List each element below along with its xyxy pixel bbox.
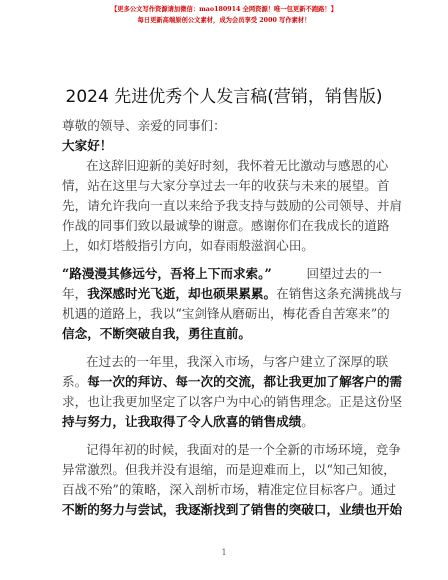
text-span: 系。 bbox=[62, 374, 88, 389]
paragraph-line bbox=[62, 266, 382, 282]
paragraph-line: 信念，不断突破自我，勇往直前。 bbox=[62, 326, 251, 341]
bold-span: 我深感时光飞逝，却也硕果累累。 bbox=[87, 286, 277, 301]
promo-banner bbox=[0, 4, 448, 26]
paragraph-line: 机遇的道路上，我以“宝剑锋从磨砺出，梅花香自苦寒来”的 bbox=[62, 306, 390, 321]
text-span: 年， bbox=[62, 286, 88, 301]
text-span: 在销售这条充满挑战与 bbox=[276, 286, 403, 301]
salutation-text: 尊敬的领导、亲爱的同事们： bbox=[62, 118, 226, 133]
paragraph-line bbox=[62, 414, 314, 430]
paragraph-line: 异常激烈。但我并没有退缩，而是迎难而上，以“知己知彼， bbox=[62, 462, 396, 477]
promo-line-1: 【更多公文写作资源请加微信：mao180914 全网资源！唯一包更新不跑路！】 bbox=[110, 6, 338, 13]
paragraph-line: 在过去的一年里，我深入市场，与客户建立了深厚的联 bbox=[86, 354, 389, 369]
paragraph-line bbox=[62, 286, 403, 302]
bold-span: 每一次的拜访、每一次的交流，都让我更加了解客户的需 bbox=[87, 374, 403, 389]
text-span: 回望过去的一 bbox=[306, 266, 382, 281]
paragraph-line: 在这辞旧迎新的美好时刻，我怀着无比激动与感恩的心 bbox=[86, 158, 389, 173]
paragraph-line bbox=[62, 374, 403, 390]
paragraph-line: 百战不殆”的策略，深入剖析市场，精准定位目标客户。通过 bbox=[62, 482, 396, 497]
page-number: 1 bbox=[221, 548, 227, 557]
promo-line-2: 每日更新高端原创公文素材，成为会员享受 2000 写作素材！ bbox=[137, 17, 311, 24]
paragraph-line: 记得年初的时候，我面对的是一个全新的市场环境，竞争 bbox=[86, 442, 401, 457]
paragraph-line: 作战的同事们致以最诚挚的谢意。感谢你们在我成长的道路 bbox=[62, 218, 390, 233]
bold-span: 持与努力，让我取得了令人欣喜的销售成绩 bbox=[62, 414, 302, 429]
paragraph-line: 先，请允许我向一直以来给予我支持与鼓励的公司领导、并肩 bbox=[62, 198, 403, 213]
paragraph-line: 不断的努力与尝试，我逐渐找到了销售的突破口，业绩也开始 bbox=[62, 502, 403, 517]
paragraph-line: 求，也让我更加坚定了以客户为中心的销售理念。正是这份坚 bbox=[62, 394, 403, 409]
paragraph-line: 上，如灯塔般指引方向，如春雨般滋润心田。 bbox=[62, 238, 314, 253]
quote-highlight: “路漫漫其修远兮，吾将上下而求索。” bbox=[62, 266, 272, 281]
document-title: 2024 先进优秀个人发言稿(营销，销售版) bbox=[65, 87, 383, 107]
greeting-text: 大家好！ bbox=[62, 138, 113, 153]
text-span: 。 bbox=[301, 414, 314, 429]
paragraph-line: 情，站在这里与大家分享过去一年的收获与未来的展望。首 bbox=[62, 178, 390, 193]
